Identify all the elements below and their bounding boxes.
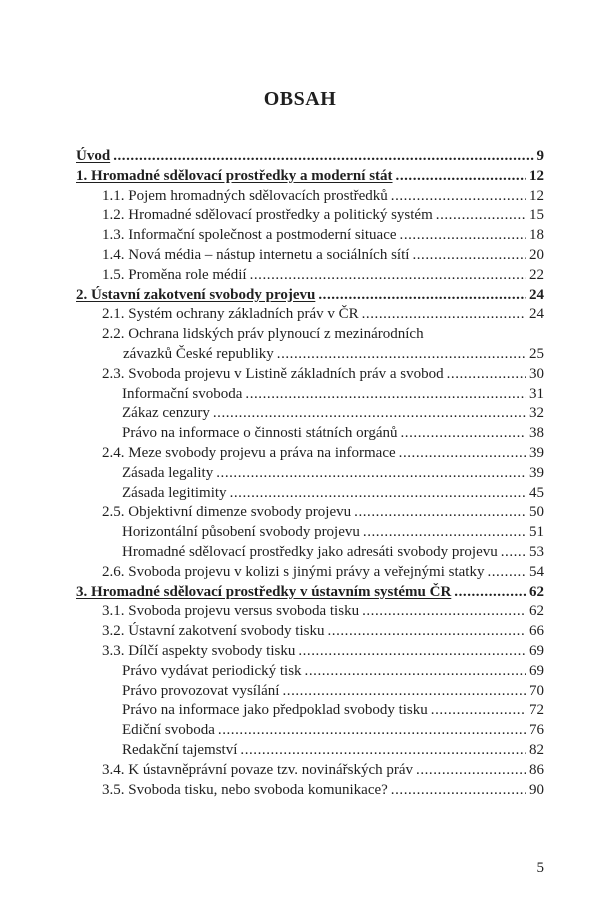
toc-entry-label: 1. Hromadné sdělovací prostředky a moderní stát <box>76 167 393 184</box>
toc-entry <box>76 781 544 801</box>
toc-entry <box>76 404 544 424</box>
toc-entry-label: 2. Ústavní zakotvení svobody projevu <box>76 286 316 303</box>
toc-entry <box>76 385 544 405</box>
toc-entry-page: 62 <box>529 603 544 620</box>
toc-entry-page: 62 <box>529 583 544 600</box>
toc-entry-label: Redakční tajemství <box>122 741 238 758</box>
toc-entry <box>76 424 544 444</box>
toc-entry-label: 1.3. Informační společnost a postmoderní situace <box>102 227 397 244</box>
toc-entry <box>76 583 544 603</box>
toc-entry-page: 30 <box>529 365 544 382</box>
toc-entry-page: 53 <box>529 543 544 560</box>
toc-entry-page: 54 <box>529 563 544 580</box>
dot-leader <box>416 761 526 781</box>
toc-entry-label: 3. Hromadné sdělovací prostředky v ústavním systému ČR <box>76 583 452 600</box>
table-of-contents <box>76 147 544 800</box>
toc-entry-label: Právo na informace o činnosti státních orgánů <box>122 425 398 442</box>
toc-entry-label: 1.5. Proměna role médií <box>102 266 247 283</box>
toc-entry-label: 3.1. Svoboda projevu versus svoboda tisku <box>102 603 360 620</box>
toc-entry-label: Ediční svoboda <box>122 722 215 739</box>
toc-entry <box>76 543 544 563</box>
toc-entry-page: 25 <box>529 345 544 362</box>
dot-leader <box>240 741 526 761</box>
toc-entry <box>76 741 544 761</box>
toc-entry-page: 20 <box>529 246 544 263</box>
dot-leader <box>318 286 526 306</box>
toc-entry-page: 69 <box>529 662 544 679</box>
dot-leader <box>447 365 526 385</box>
toc-entry <box>76 642 544 662</box>
dot-leader <box>396 167 526 187</box>
toc-entry-label: 2.3. Svoboda projevu v Listině základních práv a svobod <box>102 365 444 382</box>
toc-entry <box>76 503 544 523</box>
toc-entry <box>76 206 544 226</box>
toc-entry <box>76 147 544 167</box>
toc-entry-label: závazků České republiky <box>123 345 274 362</box>
toc-entry <box>76 464 544 484</box>
dot-leader <box>501 543 526 563</box>
toc-entry-page: 24 <box>529 286 544 303</box>
toc-entry <box>76 226 544 246</box>
toc-entry-label: 3.5. Svoboda tisku, nebo svoboda komunikace? <box>102 781 388 798</box>
toc-entry-label: 1.2. Hromadné sdělovací prostředky a politický systém <box>102 207 433 224</box>
toc-entry-label: Zásada legitimity <box>122 484 227 501</box>
dot-leader <box>362 602 526 622</box>
toc-entry <box>76 721 544 741</box>
dot-leader <box>277 345 526 365</box>
dot-leader <box>245 385 526 405</box>
dot-leader <box>391 781 526 801</box>
toc-entry-label: 2.6. Svoboda projevu v kolizi s jinými právy a veřejnými statky <box>102 563 485 580</box>
dot-leader <box>213 404 526 424</box>
toc-entry-page: 69 <box>529 642 544 659</box>
toc-entry-page: 51 <box>529 524 544 541</box>
dot-leader <box>216 464 526 484</box>
toc-entry-label: 2.2. Ochrana lidských práv plynoucí z mezinárodních <box>102 326 424 343</box>
toc-entry <box>76 266 544 286</box>
toc-entry <box>76 622 544 642</box>
toc-entry <box>76 187 544 207</box>
page-title: OBSAH <box>263 88 337 110</box>
toc-entry-page: 76 <box>529 722 544 739</box>
dot-leader <box>218 721 526 741</box>
dot-leader <box>399 444 526 464</box>
dot-leader <box>305 662 526 682</box>
toc-entry-label: 3.2. Ústavní zakotvení svobody tisku <box>102 623 325 640</box>
toc-entry-page: 66 <box>529 623 544 640</box>
toc-entry-label: Právo na informace jako předpoklad svobody tisku <box>122 702 428 719</box>
toc-entry-page: 18 <box>529 227 544 244</box>
toc-entry-page: 12 <box>529 167 544 184</box>
toc-entry <box>76 662 544 682</box>
toc-entry-page: 15 <box>529 207 544 224</box>
dot-leader <box>113 147 533 167</box>
dot-leader <box>363 523 526 543</box>
toc-entry <box>76 484 544 504</box>
toc-entry-label: Zásada legality <box>122 464 214 481</box>
toc-entry-page: 72 <box>529 702 544 719</box>
toc-entry-page: 45 <box>529 484 544 501</box>
dot-leader <box>362 305 526 325</box>
dot-leader <box>298 642 526 662</box>
dot-leader <box>487 563 526 583</box>
toc-entry-label: Zákaz cenzury <box>122 405 210 422</box>
toc-entry-page: 9 <box>536 148 544 164</box>
toc-entry <box>76 761 544 781</box>
toc-entry-page: 86 <box>529 761 544 778</box>
dot-leader <box>327 622 526 642</box>
dot-leader <box>454 583 526 603</box>
dot-leader <box>412 246 526 266</box>
toc-entry-label: 1.4. Nová média – nástup internetu a sociálních sítí <box>102 246 410 263</box>
dot-leader <box>401 424 527 444</box>
toc-entry <box>76 305 544 325</box>
toc-entry-label: 2.1. Systém ochrany základních práv v ČR <box>102 306 359 323</box>
toc-entry-label: Hromadné sdělovací prostředky jako adresáti svobody projevu <box>122 543 498 560</box>
toc-entry-label: Horizontální působení svobody projevu <box>122 524 360 541</box>
toc-entry-label: 3.4. K ústavněprávní povaze tzv. novinářských práv <box>102 761 414 778</box>
toc-entry-page: 12 <box>529 187 544 204</box>
toc-entry-label: Informační svoboda <box>122 385 243 402</box>
page-number: 5 <box>536 860 544 876</box>
toc-entry <box>76 246 544 266</box>
toc-entry-page: 22 <box>529 266 544 283</box>
toc-entry <box>76 345 544 365</box>
toc-entry-label: Právo vydávat periodický tisk <box>122 662 302 679</box>
toc-entry-label: 2.5. Objektivní dimenze svobody projevu <box>102 504 352 521</box>
toc-entry-page: 90 <box>529 781 544 798</box>
dot-leader <box>400 226 526 246</box>
toc-entry-label: Úvod <box>76 148 111 164</box>
toc-entry-label: 1.1. Pojem hromadných sdělovacích prostředků <box>102 187 388 204</box>
toc-entry <box>76 701 544 721</box>
toc-entry <box>76 523 544 543</box>
toc-entry <box>76 365 544 385</box>
toc-entry-label: 2.4. Meze svobody projevu a práva na informace <box>102 444 396 461</box>
toc-entry-label: 3.3. Dílčí aspekty svobody tisku <box>102 642 296 659</box>
dot-leader <box>436 206 526 226</box>
dot-leader <box>250 266 526 286</box>
toc-entry-page: 70 <box>529 682 544 699</box>
dot-leader <box>391 187 526 207</box>
toc-entry <box>76 602 544 622</box>
toc-entry-page: 31 <box>529 385 544 402</box>
toc-entry <box>76 444 544 464</box>
toc-entry <box>76 167 544 187</box>
toc-entry-page: 24 <box>529 306 544 323</box>
toc-entry-page: 50 <box>529 504 544 521</box>
toc-entry-label: Právo provozovat vysílání <box>122 682 280 699</box>
toc-entry <box>76 563 544 583</box>
toc-entry-page: 32 <box>529 405 544 422</box>
dot-leader <box>230 484 526 504</box>
toc-entry <box>76 325 544 345</box>
toc-entry-page: 39 <box>529 464 544 481</box>
toc-entry-page: 82 <box>529 741 544 758</box>
toc-entry <box>76 286 544 306</box>
toc-entry-page: 39 <box>529 444 544 461</box>
dot-leader <box>354 503 526 523</box>
toc-entry <box>76 682 544 702</box>
dot-leader <box>431 701 526 721</box>
toc-entry-page: 38 <box>529 425 544 442</box>
dot-leader <box>282 682 526 702</box>
